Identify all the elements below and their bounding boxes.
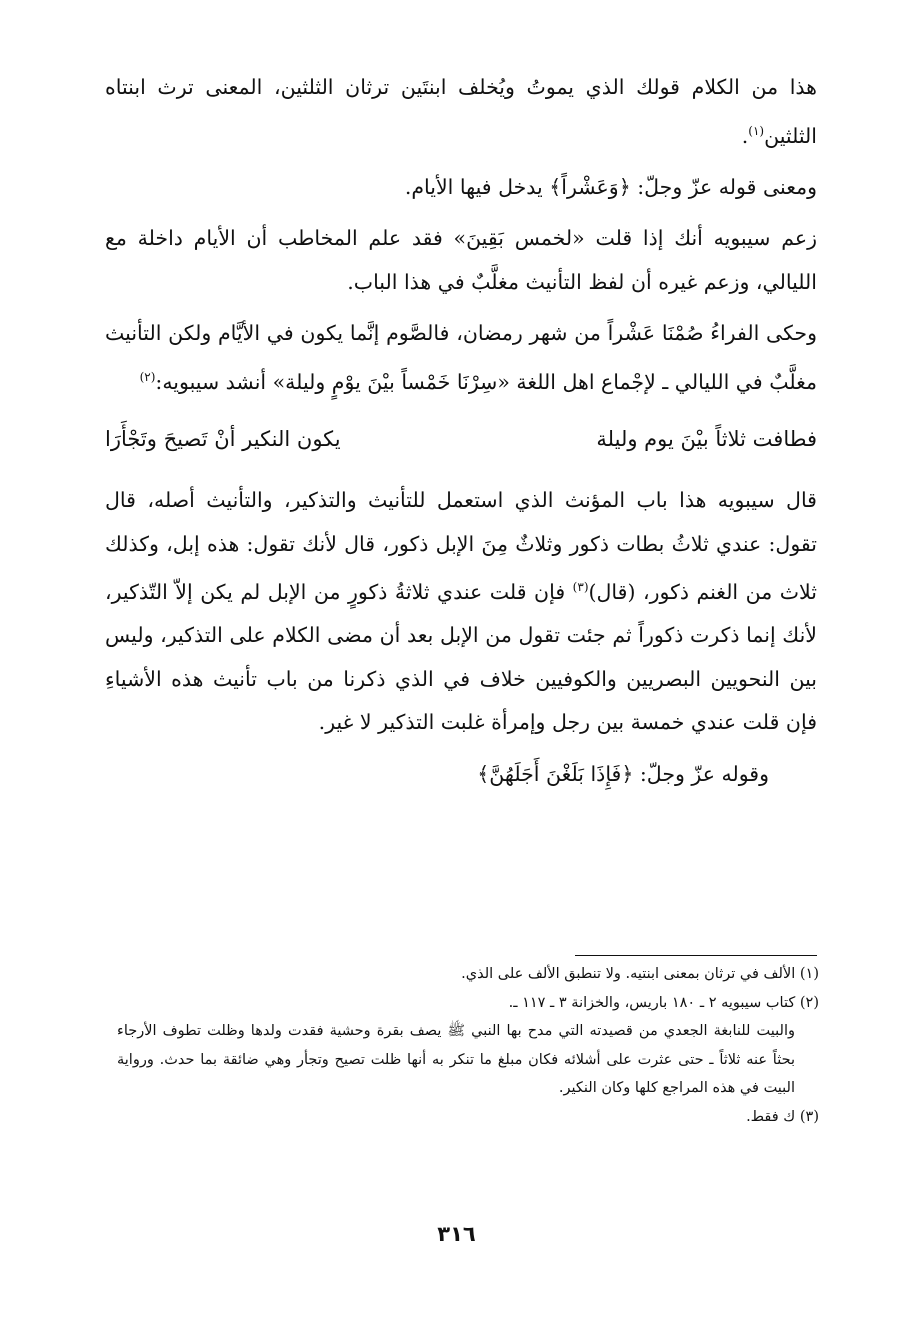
page-number: ٣١٦	[437, 1222, 476, 1246]
footnote-ref-1[interactable]: (١)	[748, 123, 765, 138]
footnote-2-body: والبيت للنابغة الجعدي من قصيدته التي مدح بها النبي ﷺ يصف بقرة وحشية فقدت ولدها وظلت تطوف الأرجاء بحثاً عنه ثلاثاً ـ حتى عثرت على أشلائه فكان مبلغ ما تنكر به أنها ظلت تصيح وتجأر وهي ضائقة بما حدث. ورواية البيت في هذه المراجع كلها وكان النكير.	[117, 1023, 795, 1096]
footnote-separator	[575, 955, 817, 956]
paragraph-1-period: .	[741, 123, 749, 148]
paragraph-5	[105, 479, 817, 745]
paragraph-1-text: هذا من الكلام قولك الذي يموتُ ويُخلف ابنتَين ترثان الثلثين، المعنى ترث ابنتاه الثلثين	[105, 75, 817, 148]
footnote-ref-2[interactable]: (٢)	[139, 369, 156, 384]
paragraph-5-text-a: قال سيبويه هذا باب المؤنث الذي استعمل للتأنيث والتذكير، والتأنيث أصله، قال تقول: عندي ثلاثُ بطات ذكور وثلاثٌ مِنَ الإبل ذكور، قال لأنك تقول: هذه إبل، وكذلك ثلاث من الغنم ذكور، (قال)	[105, 488, 817, 604]
footnote-ref-3[interactable]: (٣)	[572, 580, 589, 595]
paragraph-2: ومعنى قوله عزّ وجلّ: ﴿وَعَشْراً﴾ يدخل فيها الأيام.	[404, 174, 817, 199]
main-text	[105, 66, 817, 796]
paragraph-5-text-b: فإن قلت عندي ثلاثةُ ذكورٍ من الإبل لم يكن إلاّ التّذكير، لأنك إنما ذكرت ذكوراً ثم جئت تقول من الإبل بعد أن مضى الكلام على التذكير، وليس بين النحويين البصريين والكوفيين خلاف في الذي ذكرنا من باب تأنيث هذه الأشياءِ فإن قلت عندي خمسة بين رجل وإمرأة غلبت التذكير لا غير.	[105, 579, 817, 735]
paragraph-1	[105, 66, 817, 158]
paragraph-4-text: وحكى الفراءُ صُمْنَا عَشْراً من شهر رمضان، فالصَّوم إنَّما يكون في الأيَّام ولكن التأنيث مغلَّبٌ في الليالي ـ لإجْماع اهل اللغة «سِرْنَا خَمْساً بيْنَ يوْمٍ وليلة» أنشد سيبويه:	[105, 321, 817, 394]
footnote-2: (٢) كتاب سيبويه ٢ ـ ١٨٠ باريس، والخزانة ٣ ـ ١١٧ ـ.	[508, 994, 819, 1011]
paragraph-4	[105, 312, 817, 404]
footnote-3: (٣) ك فقط.	[746, 1108, 819, 1125]
verse-hemistich-second: يكون النكير أنْ تَصيحَ وتَجْأَرَا	[105, 427, 341, 452]
verse-hemistich-first: فطافت ثلاثاً بيْنَ يوم وليلة	[596, 427, 817, 452]
paragraph-3: زعم سيبويه أنك إذا قلت «لخمس بَقِينَ» فقد علم المخاطب أن الأيام داخلة مع الليالي، وزعم غيره أن لفظ التأنيث مغلَّبٌ في هذا الباب.	[105, 226, 817, 294]
footnote-1: (١) الألف في ترثان بمعنى ابنتيه. ولا تنطبق الألف على الذي.	[461, 966, 819, 982]
paragraph-6: وقوله عزّ وجلّ: ﴿فَإِذَا بَلَغْنَ أَجَلَهُنَّ﴾	[477, 761, 769, 786]
footnotes	[117, 960, 819, 1131]
poetry-verse	[105, 413, 817, 473]
